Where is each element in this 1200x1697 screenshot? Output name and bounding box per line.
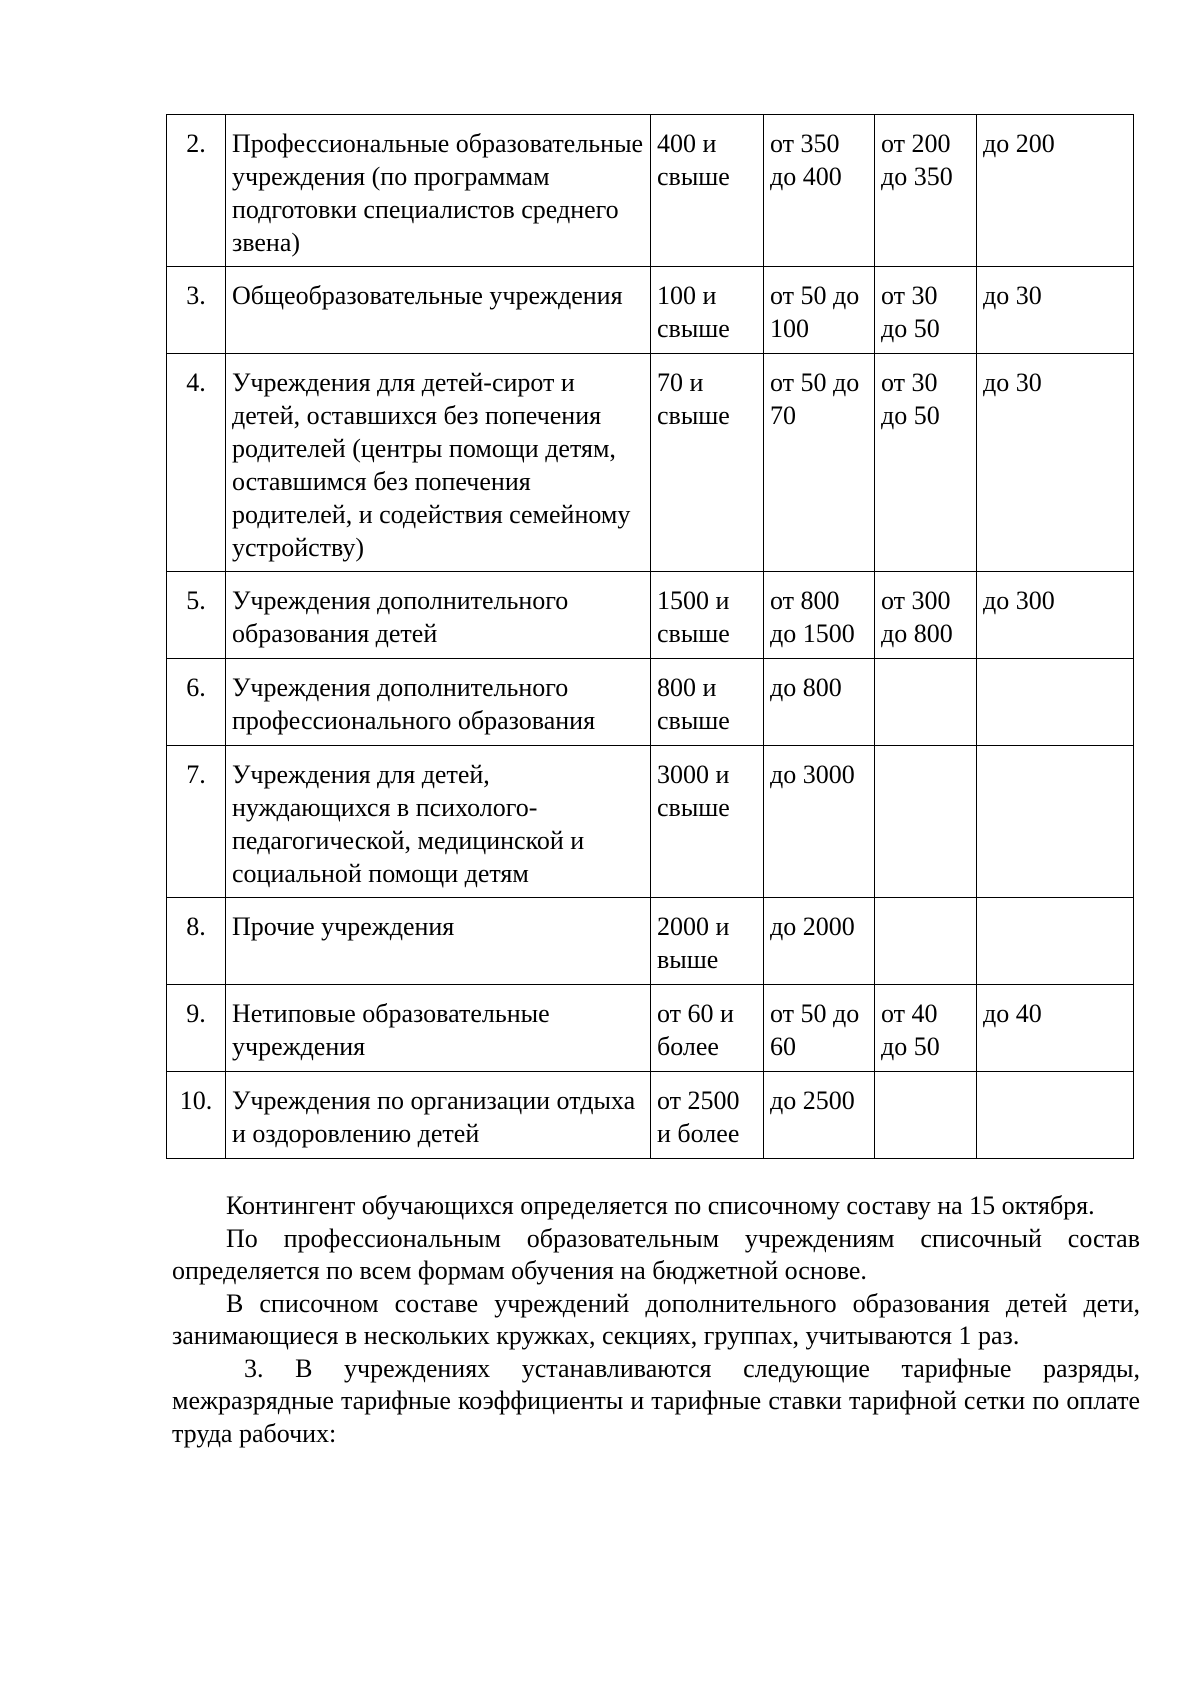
row-number: 2. bbox=[167, 115, 226, 267]
table-row bbox=[167, 659, 1134, 746]
institution-type: Общеобразовательные учреждения bbox=[226, 267, 651, 354]
group-4-value bbox=[977, 746, 1134, 898]
group-3-value: от 30 до 50 bbox=[875, 267, 977, 354]
group-3-value bbox=[875, 746, 977, 898]
row-number: 8. bbox=[167, 898, 226, 985]
paragraph-contingent: Контингент обучающихся определяется по списочному составу на 15 октября. bbox=[226, 1191, 1095, 1220]
row-number: 10. bbox=[167, 1072, 226, 1159]
group-4-value: до 40 bbox=[977, 985, 1134, 1072]
group-3-value bbox=[875, 659, 977, 746]
row-number: 7. bbox=[167, 746, 226, 898]
institution-type: Прочие учреждения bbox=[226, 898, 651, 985]
group-1-value: 800 и свыше bbox=[651, 659, 764, 746]
table-row bbox=[167, 1072, 1134, 1159]
group-2-value: до 2000 bbox=[764, 898, 875, 985]
group-3-value bbox=[875, 898, 977, 985]
table-row bbox=[167, 267, 1134, 354]
institution-type: Учреждения по организации отдыха и оздоровлению детей bbox=[226, 1072, 651, 1159]
body-text bbox=[172, 1190, 1140, 1450]
group-1-value: от 60 и более bbox=[651, 985, 764, 1072]
group-1-value: 2000 и выше bbox=[651, 898, 764, 985]
group-1-value: 400 и свыше bbox=[651, 115, 764, 267]
institution-type: Учреждения дополнительного образования детей bbox=[226, 572, 651, 659]
group-3-value: от 300 до 800 bbox=[875, 572, 977, 659]
institution-type: Профессиональные образовательные учреждения (по программам подготовки специалистов среднего звена) bbox=[226, 115, 651, 267]
group-3-value: от 200 до 350 bbox=[875, 115, 977, 267]
institution-type: Учреждения для детей, нуждающихся в психолого-педагогической, медицинской и социальной помощи детям bbox=[226, 746, 651, 898]
group-1-value: 1500 и свыше bbox=[651, 572, 764, 659]
institutions-table bbox=[166, 114, 1134, 1159]
group-3-value: от 40 до 50 bbox=[875, 985, 977, 1072]
group-3-value bbox=[875, 1072, 977, 1159]
group-2-value: от 800 до 1500 bbox=[764, 572, 875, 659]
institution-type: Учреждения для детей-сирот и детей, оставшихся без попечения родителей (центры помощи детям, оставшимся без попечения родителей, и содействия семейному устройству) bbox=[226, 354, 651, 572]
paragraph-professional: По профессиональным образовательным учреждениям списочный состав определяется по всем формам обучения на бюджетной основе. bbox=[172, 1223, 1140, 1285]
row-number: 3. bbox=[167, 267, 226, 354]
paragraph-additional-education: В списочном составе учреждений дополнительного образования детей дети, занимающиеся в нескольких кружках, секциях, группах, учитываются 1 раз. bbox=[172, 1288, 1140, 1350]
group-4-value bbox=[977, 1072, 1134, 1159]
table-row bbox=[167, 985, 1134, 1072]
row-number: 6. bbox=[167, 659, 226, 746]
table-row bbox=[167, 115, 1134, 267]
group-2-value: от 50 до 60 bbox=[764, 985, 875, 1072]
row-number: 5. bbox=[167, 572, 226, 659]
group-4-value: до 200 bbox=[977, 115, 1134, 267]
group-4-value bbox=[977, 898, 1134, 985]
group-1-value: 70 и свыше bbox=[651, 354, 764, 572]
group-2-value: от 50 до 100 bbox=[764, 267, 875, 354]
group-1-value: 3000 и свыше bbox=[651, 746, 764, 898]
table-row bbox=[167, 746, 1134, 898]
institution-type: Нетиповые образовательные учреждения bbox=[226, 985, 651, 1072]
row-number: 9. bbox=[167, 985, 226, 1072]
table-row bbox=[167, 898, 1134, 985]
group-2-value: до 800 bbox=[764, 659, 875, 746]
paragraph-tariff-grades: 3. В учреждениях устанавливаются следующие тарифные разряды, межразрядные тарифные коэффициенты и тарифные ставки тарифной сетки по оплате труда рабочих: bbox=[172, 1353, 1140, 1448]
group-4-value: до 30 bbox=[977, 354, 1134, 572]
group-2-value: до 2500 bbox=[764, 1072, 875, 1159]
group-4-value bbox=[977, 659, 1134, 746]
group-4-value: до 30 bbox=[977, 267, 1134, 354]
table-row bbox=[167, 572, 1134, 659]
group-4-value: до 300 bbox=[977, 572, 1134, 659]
group-3-value: от 30 до 50 bbox=[875, 354, 977, 572]
group-2-value: от 50 до 70 bbox=[764, 354, 875, 572]
row-number: 4. bbox=[167, 354, 226, 572]
group-1-value: от 2500 и более bbox=[651, 1072, 764, 1159]
group-1-value: 100 и свыше bbox=[651, 267, 764, 354]
group-2-value: до 3000 bbox=[764, 746, 875, 898]
table-row bbox=[167, 354, 1134, 572]
group-2-value: от 350 до 400 bbox=[764, 115, 875, 267]
institution-type: Учреждения дополнительного профессионального образования bbox=[226, 659, 651, 746]
